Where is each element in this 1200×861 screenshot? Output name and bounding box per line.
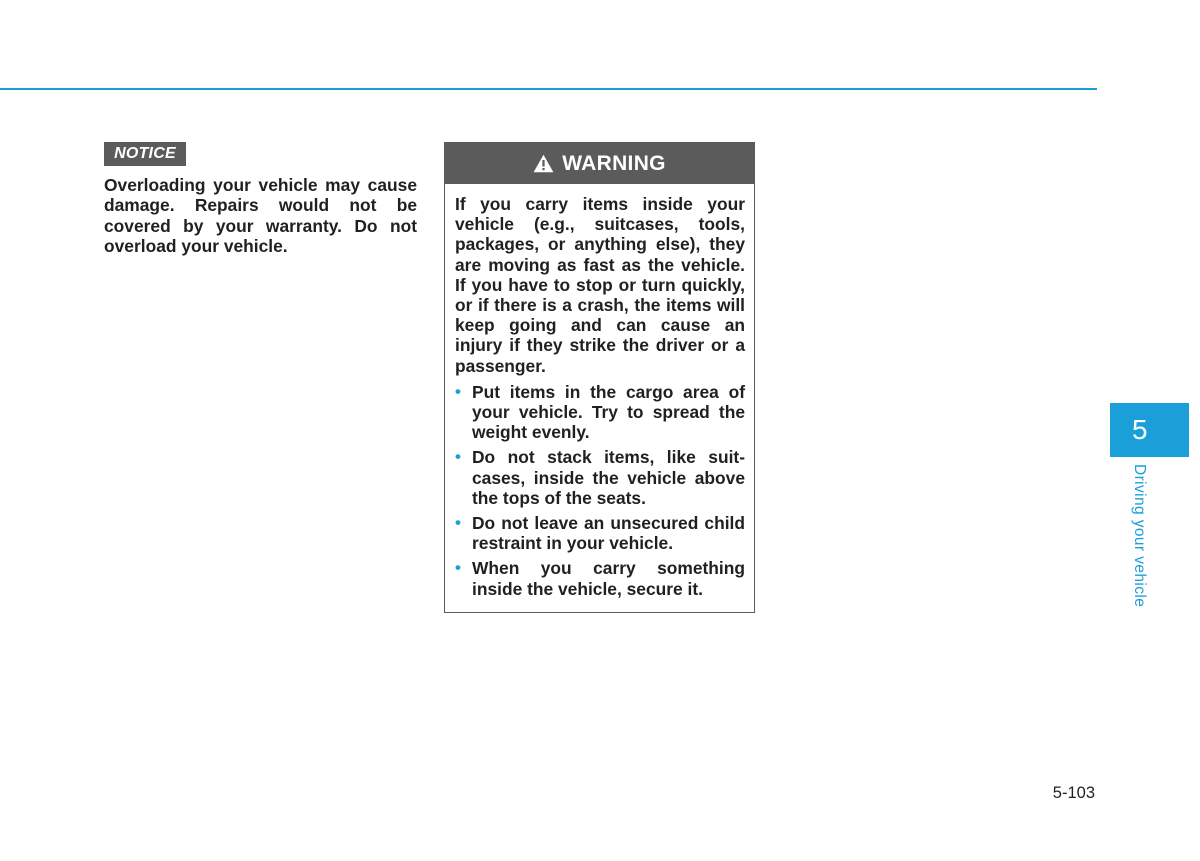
- bullet-text: Do not stack items, like suit-cases, inside the vehicle above the tops of the seats.: [472, 447, 745, 508]
- top-rule: [0, 88, 1097, 90]
- list-item: [455, 447, 745, 508]
- bullet-icon: •: [455, 558, 461, 578]
- notice-badge: NOTICE: [104, 142, 186, 166]
- bullet-text: Do not leave an unsecured child restraint in your vehicle.: [472, 513, 745, 554]
- bullet-text: When you carry something inside the vehicle, secure it.: [472, 558, 745, 599]
- bullet-icon: •: [455, 447, 461, 467]
- chapter-tab: 5: [1110, 403, 1189, 457]
- list-item: [455, 558, 745, 598]
- warning-intro: If you carry items inside your vehicle (e.g., suitcases, tools, packages, or anything else), they are moving as fast as the vehicle. If you have to stop or turn quickly, or if there is a crash, the items will keep going and can cause an injury if they strike the driver or a passenger.: [455, 194, 745, 376]
- warning-header: [445, 143, 754, 184]
- warning-triangle-icon: [533, 154, 554, 173]
- warning-bullet-list: [455, 382, 745, 599]
- warning-title: WARNING: [562, 151, 666, 175]
- list-item: [455, 513, 745, 553]
- warning-body: [445, 184, 754, 599]
- notice-text: Overloading your vehicle may cause damage. Repairs would not be covered by your warranty. Do not overload your vehicle.: [104, 175, 417, 256]
- bullet-text: Put items in the cargo area of your vehicle. Try to spread the weight evenly.: [472, 381, 745, 443]
- chapter-title: Driving your vehicle: [1131, 464, 1148, 608]
- list-item: [455, 382, 745, 443]
- bullet-icon: •: [455, 513, 461, 533]
- page-number: 5-103: [1052, 784, 1095, 802]
- warning-box: [444, 142, 755, 613]
- bullet-icon: •: [455, 381, 461, 401]
